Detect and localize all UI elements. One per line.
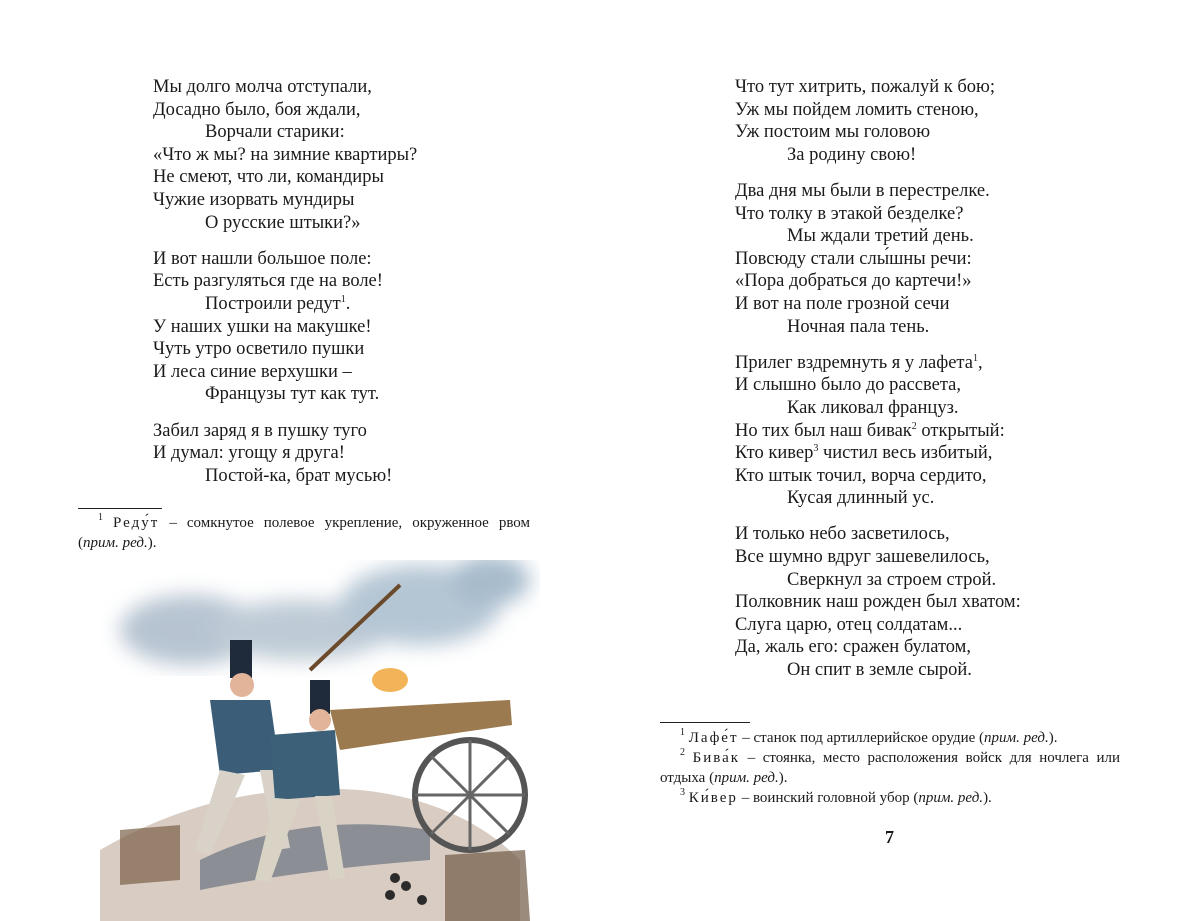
verse-text: И думал: угощу я друга! <box>153 443 345 464</box>
fire <box>372 668 408 692</box>
verse-line <box>153 420 417 443</box>
verse-text: Повсюду стали слы́шны речи: <box>735 248 972 269</box>
footnote-end: ). <box>1048 730 1058 746</box>
footnote-marker: 1 <box>972 352 978 364</box>
footnote-end: ). <box>983 790 992 806</box>
footnote-number: 1 <box>98 512 103 523</box>
verse-text: Кто штык точил, ворча сердито, <box>735 465 987 486</box>
verse-text: Мы ждали третий день. <box>787 226 974 247</box>
footnote-number: 1 <box>680 727 685 738</box>
footnotes-right <box>660 728 1120 808</box>
verse-line <box>735 121 1021 144</box>
verse-text: Чуть утро осветило пушки <box>153 339 365 360</box>
stanza <box>153 420 417 488</box>
footnote-term: Реду́т <box>113 515 160 531</box>
verse-text: Ворчали старики: <box>205 122 345 143</box>
footnote <box>660 748 1120 788</box>
stanza <box>153 76 417 234</box>
verse-text: Слуга царю, отец солдатам... <box>735 614 963 635</box>
footnote-number: 2 <box>680 747 685 758</box>
stanza <box>735 352 1021 510</box>
verse-line <box>153 465 417 488</box>
footnote-text: – воинский головной убор ( <box>737 790 919 806</box>
verse-text: У наших ушки на макушке! <box>153 316 372 337</box>
stanza <box>735 523 1021 681</box>
footnote-editor-note: прим. ред. <box>714 770 779 786</box>
verse-text: Досадно было, боя ждали, <box>153 99 361 120</box>
footnote <box>660 728 1120 748</box>
verse-line <box>153 361 417 384</box>
footnote-text: – станок под артиллерийское орудие ( <box>738 730 985 746</box>
verse-line <box>735 248 1021 271</box>
footnote-term: Ки́вер <box>688 790 738 806</box>
verse-text: Не смеют, что ли, командиры <box>153 167 384 188</box>
verse-line <box>735 591 1021 614</box>
poem-column-left <box>153 76 417 501</box>
verse-text: Да, жаль его: сражен булатом, <box>735 637 972 658</box>
verse-line <box>735 316 1021 339</box>
verse-line <box>153 144 417 167</box>
verse-line <box>735 442 1021 465</box>
verse-text: Есть разгуляться где на воле! <box>153 271 383 292</box>
verse-text-after: открытый: <box>916 420 1005 441</box>
verse-text: И вот нашли большое поле: <box>153 248 372 269</box>
verse-line <box>735 487 1021 510</box>
verse-line <box>153 166 417 189</box>
footnote <box>78 513 530 553</box>
verse-text: Что тут хитрить, пожалуй к бою; <box>735 77 996 97</box>
page-number: 7 <box>885 827 894 847</box>
verse-line <box>735 180 1021 203</box>
footnote-end: ). <box>147 535 157 551</box>
verse-line <box>153 99 417 122</box>
verse-text: И леса синие верхушки – <box>153 361 352 382</box>
verse-line <box>153 248 417 271</box>
verse-line <box>735 546 1021 569</box>
verse-text: Французы тут как тут. <box>205 384 380 405</box>
footnote-end: ). <box>778 770 788 786</box>
verse-text: Как ликовал француз. <box>787 397 959 418</box>
verse-line <box>735 203 1021 226</box>
verse-line <box>735 397 1021 420</box>
footnote-editor-note: прим. ред. <box>918 790 984 806</box>
verse-text: Кто кивер <box>735 443 814 464</box>
verse-line <box>735 420 1021 443</box>
verse-text: И только небо засветилось, <box>735 524 950 545</box>
wicker-basket <box>445 850 530 921</box>
verse-line <box>153 76 417 99</box>
verse-line <box>153 121 417 144</box>
verse-line <box>153 338 417 361</box>
verse-text: Полковник наш рожден был хватом: <box>735 592 1021 613</box>
verse-text: Мы долго молча отступали, <box>153 77 372 97</box>
verse-line <box>153 442 417 465</box>
verse-line <box>153 212 417 235</box>
verse-text: За родину свою! <box>787 144 917 165</box>
verse-text: Постой-ка, брат мусью! <box>205 465 393 486</box>
verse-text: О русские штыки?» <box>205 212 361 233</box>
verse-line <box>735 569 1021 592</box>
verse-line <box>153 270 417 293</box>
verse-line <box>735 293 1021 316</box>
verse-line <box>735 352 1021 375</box>
verse-text-after: , <box>977 352 983 373</box>
verse-text: И слышно было до рассвета, <box>735 375 961 396</box>
verse-line <box>735 659 1021 682</box>
footnotes-left <box>78 513 530 553</box>
verse-text-after: . <box>345 293 351 314</box>
verse-text: Прилег вздремнуть я у лафета <box>735 352 973 373</box>
verse-line <box>735 614 1021 637</box>
verse-line <box>153 189 417 212</box>
poem-column-right <box>735 76 1021 695</box>
verse-line <box>735 374 1021 397</box>
verse-text-after: чистил весь избитый, <box>818 443 993 464</box>
footnote-divider-right <box>660 722 750 723</box>
footnote-editor-note: прим. ред. <box>83 535 148 551</box>
verse-line <box>153 383 417 406</box>
verse-text: «Что ж мы? на зимние квартиры? <box>153 144 418 165</box>
verse-line <box>735 76 1021 99</box>
verse-line <box>735 523 1021 546</box>
verse-line <box>153 293 417 316</box>
verse-text: Уж постоим мы головою <box>735 122 931 143</box>
verse-line <box>735 270 1021 293</box>
verse-line <box>735 144 1021 167</box>
footnote-term: Бива́к <box>692 750 741 766</box>
footnote-marker: 3 <box>813 443 819 455</box>
verse-text: Что толку в этакой безделке? <box>735 203 964 224</box>
smoke <box>120 560 530 665</box>
verse-line <box>735 225 1021 248</box>
footnote-editor-note: прим. ред. <box>984 730 1049 746</box>
verse-text: Он спит в земле сырой. <box>787 660 972 681</box>
footnote-term: Лафе́т <box>688 730 739 746</box>
footnote-marker: 1 <box>340 293 346 305</box>
verse-text: Все шумно вдруг зашевелилось, <box>735 547 990 568</box>
footnote-divider-left <box>78 508 162 509</box>
stanza <box>735 180 1021 338</box>
stanza <box>153 248 417 406</box>
verse-text: Чужие изорвать мундиры <box>153 189 355 210</box>
battle-illustration <box>100 560 540 921</box>
verse-text: Уж мы пойдем ломить стеною, <box>735 99 979 120</box>
verse-text: Сверкнул за строем строй. <box>787 569 997 590</box>
verse-text: И вот на поле грозной сечи <box>735 293 950 314</box>
verse-text: «Пора добраться до картечи!» <box>735 271 972 292</box>
verse-line <box>735 99 1021 122</box>
footnote-text: – сомкнутое полевое укрепление, окруженное рвом ( <box>78 515 531 551</box>
verse-text: Два дня мы были в перестрелке. <box>735 180 990 201</box>
verse-text: Но тих был наш бивак <box>735 420 912 441</box>
verse-line <box>735 465 1021 488</box>
verse-line <box>735 636 1021 659</box>
wicker-basket <box>120 825 180 885</box>
footnote-number: 3 <box>680 787 685 798</box>
footnote-marker: 2 <box>911 420 917 432</box>
wheel-spokes <box>415 740 525 850</box>
footnote-text: – стоянка, место расположения войск для ночлега или отдыха ( <box>660 750 1121 786</box>
verse-text: Построили редут <box>205 293 341 314</box>
verse-text: Кусая длинный ус. <box>787 488 935 509</box>
verse-line <box>153 316 417 339</box>
footnote <box>660 788 1120 808</box>
verse-text: Ночная пала тень. <box>787 316 930 337</box>
stanza <box>735 76 1021 166</box>
verse-text: Забил заряд я в пушку туго <box>153 420 367 441</box>
